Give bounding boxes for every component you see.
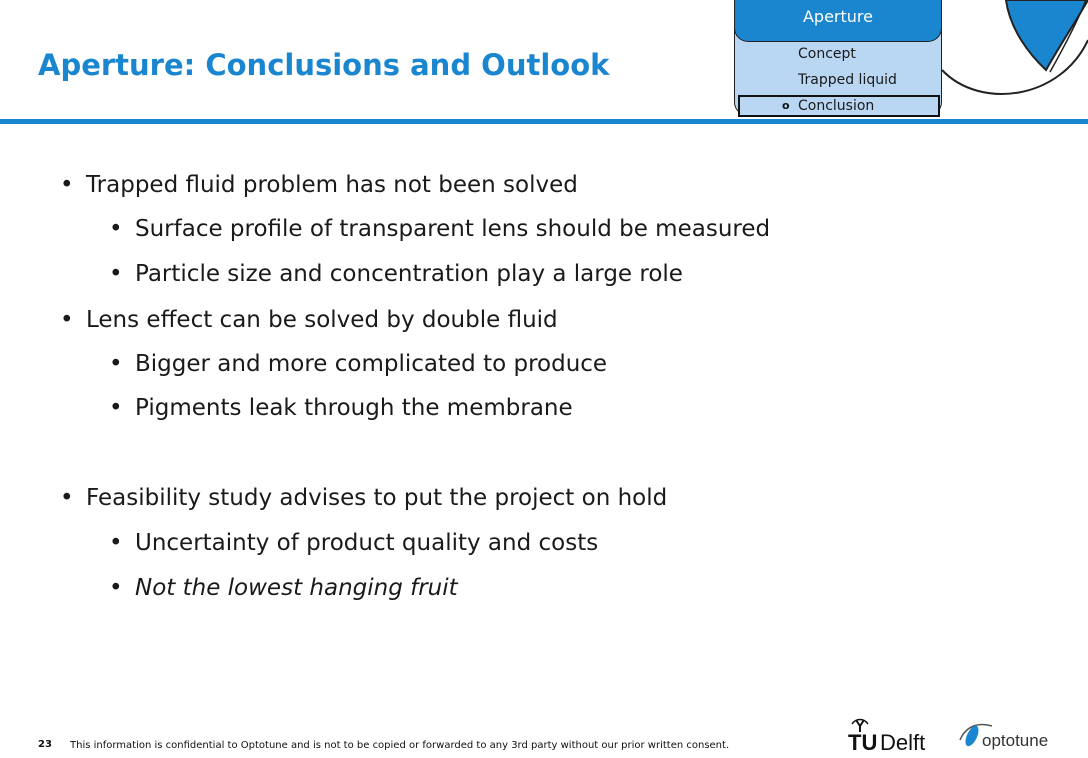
bullet-item: • Feasibility study advises to put the project on hold (60, 485, 668, 511)
nav-section-header[interactable]: Aperture (734, 0, 942, 42)
decorative-lens-graphic (940, 0, 1088, 110)
bullet-item: • Trapped fluid problem has not been solved (60, 172, 578, 198)
nav-item-trapped-liquid[interactable]: Trapped liquid (798, 72, 897, 88)
page-number: 23 (38, 739, 52, 750)
nav-item-conclusion[interactable] (738, 95, 940, 117)
confidentiality-notice: This information is confidential to Optotune and is not to be copied or forwarded to any 3rd party without our prior written consent. (70, 740, 730, 751)
tudelft-logo (848, 716, 938, 754)
optotune-logo-text: optotune (982, 731, 1049, 750)
tudelft-prefix-text: TU (848, 730, 878, 754)
page-title: Aperture: Conclusions and Outlook (38, 48, 610, 82)
current-marker-icon: o (782, 99, 790, 112)
tudelft-suffix-text: Delft (880, 730, 926, 754)
sub-bullet-item: • Uncertainty of product quality and costs (109, 530, 599, 556)
bullet-item: • Lens effect can be solved by double fluid (60, 307, 558, 333)
nav-item-concept[interactable]: Concept (798, 46, 856, 62)
sub-bullet-item: • Particle size and concentration play a large role (109, 261, 683, 287)
sub-bullet-item: • Pigments leak through the membrane (109, 395, 573, 421)
sub-bullet-item: • Bigger and more complicated to produce (109, 351, 608, 377)
sub-bullet-item: • Not the lowest hanging fruit (109, 575, 458, 601)
title-divider (0, 119, 1088, 124)
sub-bullet-item: • Surface profile of transparent lens should be measured (109, 216, 771, 242)
optotune-logo (956, 716, 1056, 754)
nav-item-conclusion-label: Conclusion (798, 98, 875, 114)
